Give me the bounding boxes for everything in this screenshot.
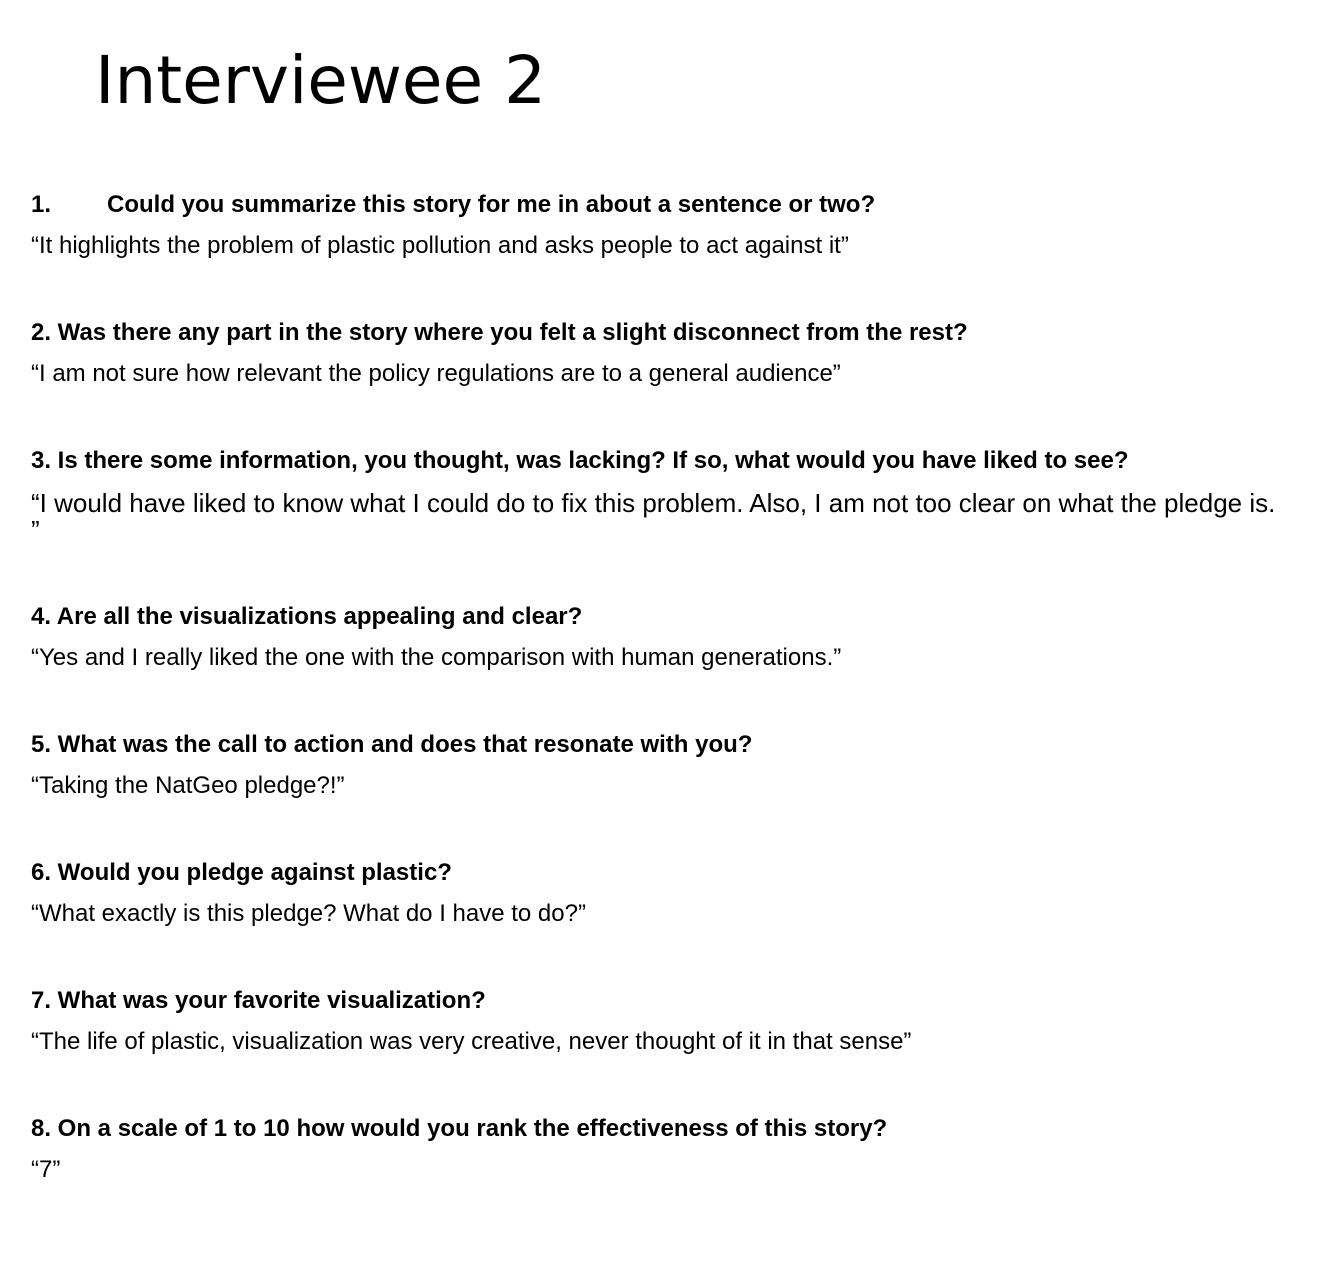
- page-title: Interviewee 2: [95, 42, 547, 119]
- qa-item-8: [31, 1114, 1311, 1183]
- qa-item-2: [31, 318, 1311, 387]
- question-1-text: Could you summarize this story for me in about a sentence or two?: [107, 191, 876, 218]
- answer-8: “7”: [31, 1156, 61, 1183]
- question-5: 5. What was the call to action and does that resonate with you?: [31, 731, 753, 758]
- answer-2: “I am not sure how relevant the policy regulations are to a general audience”: [31, 360, 841, 387]
- question-3: 3. Is there some information, you thought, was lacking? If so, what would you have liked to see?: [31, 447, 1129, 474]
- answer-3: “I would have liked to know what I could do to fix this problem. Also, I am not too clear on what the pledge is. ”: [31, 488, 1276, 545]
- question-7: 7. What was your favorite visualization?: [31, 987, 486, 1014]
- qa-item-5: [31, 730, 1311, 799]
- question-2: 2. Was there any part in the story where you felt a slight disconnect from the rest?: [31, 319, 968, 346]
- answer-5: “Taking the NatGeo pledge?!”: [31, 772, 345, 799]
- question-1-number: 1.: [31, 191, 52, 218]
- qa-item-4: [31, 602, 1311, 671]
- answer-1: “It highlights the problem of plastic pollution and asks people to act against it”: [31, 232, 849, 259]
- answer-7: “The life of plastic, visualization was very creative, never thought of it in that sense”: [31, 1028, 912, 1055]
- qa-item-7: [31, 986, 1311, 1055]
- question-8: 8. On a scale of 1 to 10 how would you rank the effectiveness of this story?: [31, 1115, 888, 1142]
- answer-6: “What exactly is this pledge? What do I have to do?”: [31, 900, 586, 927]
- qa-item-6: [31, 858, 1311, 927]
- qa-item-1: [31, 190, 1311, 259]
- question-4: 4. Are all the visualizations appealing and clear?: [31, 603, 583, 630]
- question-1: [31, 190, 1311, 220]
- answer-4: “Yes and I really liked the one with the comparison with human generations.”: [31, 644, 842, 671]
- question-6: 6. Would you pledge against plastic?: [31, 859, 452, 886]
- qa-item-3: [31, 446, 1311, 544]
